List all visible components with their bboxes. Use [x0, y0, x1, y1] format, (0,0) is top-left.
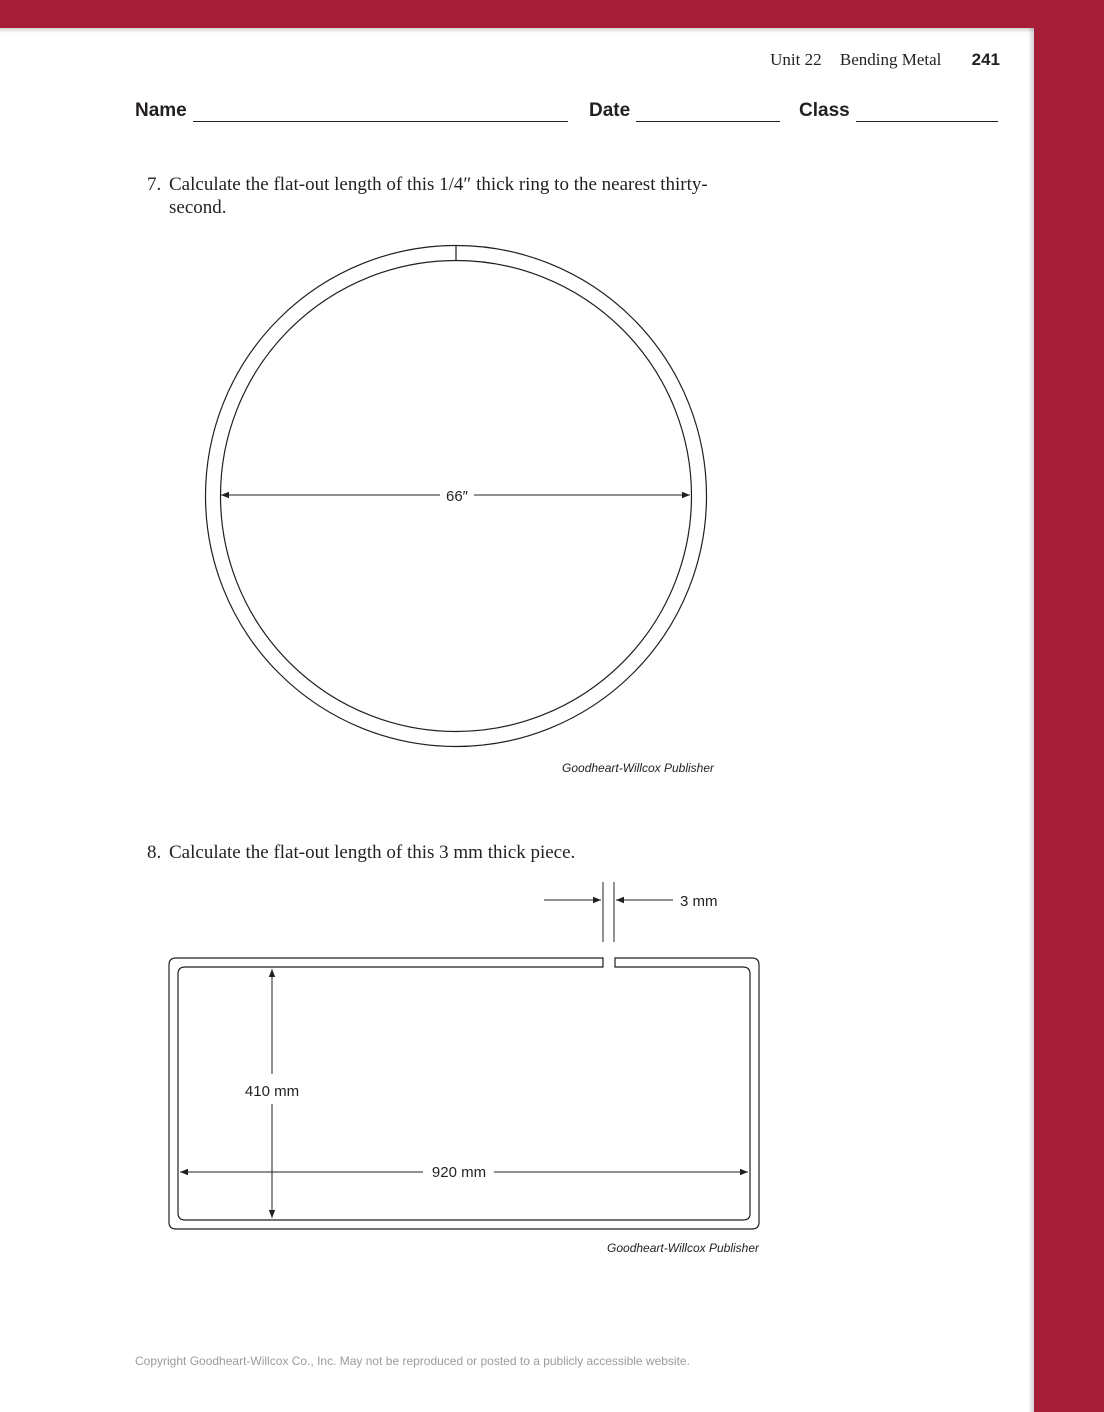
question-number: 8.	[147, 842, 162, 863]
question-text: Calculate the flat-out length of this 1/4″ thick ring to the nearest thirty-second.	[169, 174, 708, 218]
ring-figure	[206, 246, 707, 747]
page-number: 241	[971, 50, 1000, 69]
section-title: Bending Metal	[839, 50, 942, 69]
question-number: 7.	[147, 174, 162, 195]
height-label: 410 mm	[244, 1083, 300, 1100]
question-text: Calculate the flat-out length of this 3 mm thick piece.	[169, 842, 576, 863]
question-8	[147, 841, 729, 864]
figure-credit: Goodheart-Willcox Publisher	[607, 1241, 759, 1255]
thickness-label: 3 mm	[680, 893, 718, 910]
date-label: Date	[589, 100, 631, 121]
name-label: Name	[135, 100, 187, 121]
width-label: 920 mm	[431, 1164, 487, 1181]
bent-piece-figure	[169, 882, 759, 1229]
figure-credit: Goodheart-Willcox Publisher	[562, 761, 714, 775]
unit-label: Unit 22	[770, 50, 822, 69]
class-label: Class	[799, 100, 850, 121]
copyright-notice: Copyright Goodheart-Willcox Co., Inc. May not be reproduced or posted to a publicly accessible website.	[135, 1354, 690, 1368]
diameter-label: 66″	[446, 488, 468, 505]
